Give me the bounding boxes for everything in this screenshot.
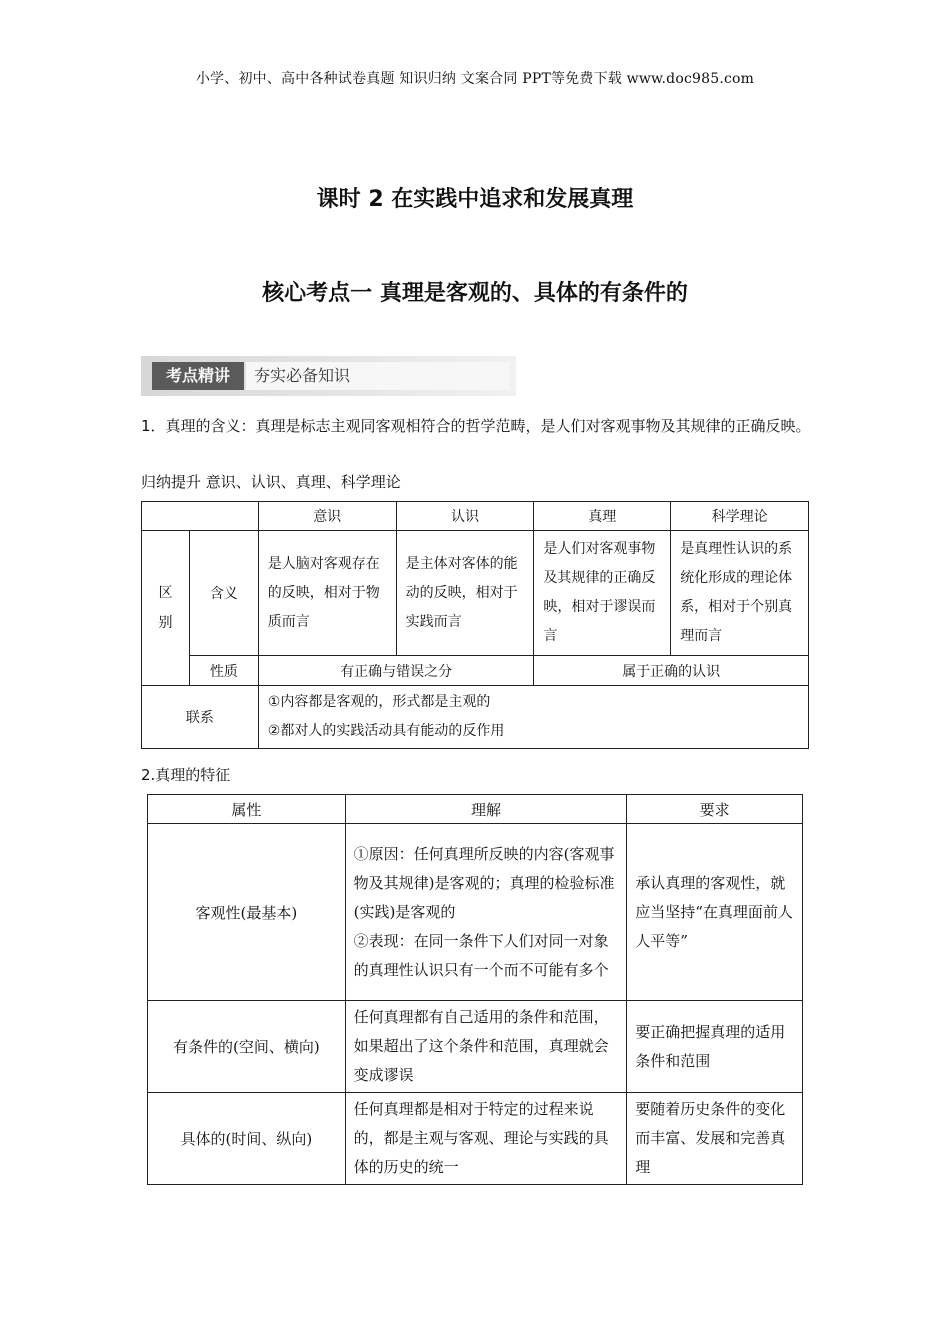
section-title: 核心考点一 真理是客观的、具体的有条件的 — [262, 281, 688, 306]
diff-label — [142, 531, 190, 686]
definition-text: 真理是标志主观同客观相符合的哲学范畴，是人们对客观事物及其规律的正确反映。 — [255, 417, 811, 435]
section-banner — [141, 356, 516, 396]
table-header: 科学理论 — [671, 502, 809, 531]
nature-label: 性质 — [189, 656, 258, 686]
table-header: 真理 — [534, 502, 671, 531]
page-header: 小学、初中、高中各种试卷真题 知识归纳 文案合同 PPT等免费下载 www.doc985.com — [195, 71, 755, 87]
section2-title: 2.真理的特征 — [141, 766, 231, 784]
understanding-line: ①原因：任何真理所反映的内容(客观事物及其规律)是客观的；真理的检验标准(实践)是客观的 — [353, 844, 615, 921]
understanding-cell — [345, 824, 627, 1001]
table-cell: 是人脑对客观存在的反映，相对于物质而言 — [258, 531, 396, 656]
table-header: 认识 — [396, 502, 534, 531]
table-header: 要求 — [627, 795, 803, 824]
table-header: 属性 — [148, 795, 346, 824]
table-row — [148, 1093, 803, 1185]
link-line: ①内容都是客观的，形式都是主观的 — [267, 694, 491, 710]
link-cell — [258, 686, 808, 749]
table-cell: 属于正确的认识 — [534, 656, 809, 686]
requirement-cell: 要正确把握真理的适用条件和范围 — [627, 1001, 803, 1093]
understanding-line: ②表现：在同一条件下人们对同一对象的真理性认识只有一个而不可能有多个 — [353, 931, 609, 979]
understanding-cell — [345, 1001, 627, 1093]
table-header: 理解 — [345, 795, 627, 824]
meaning-label: 含义 — [189, 531, 258, 656]
understanding-line: 任何真理都是相对于特定的过程来说的，都是主观与客观、理论与实践的具体的历史的统一 — [353, 1100, 609, 1176]
table-header: 意识 — [258, 502, 396, 531]
summary-title: 归纳提升 意识、认识、真理、科学理论 — [141, 473, 401, 491]
lesson-title: 课时 2 在实践中追求和发展真理 — [316, 187, 634, 212]
link-label: 联系 — [142, 686, 259, 749]
table-cell: 有正确与错误之分 — [258, 656, 534, 686]
comparison-table — [141, 501, 809, 749]
understanding-cell — [345, 1093, 627, 1185]
table-row — [148, 1001, 803, 1093]
table-cell: 是人们对客观事物及其规律的正确反映，相对于谬误而言 — [534, 531, 671, 656]
attr-cell: 具体的(时间、纵向) — [148, 1093, 346, 1185]
attr-cell: 客观性(最基本) — [148, 824, 346, 1001]
table-corner — [142, 502, 259, 531]
table-cell: 是真理性认识的系统化形成的理论体系，相对于个别真理而言 — [671, 531, 809, 656]
table-row — [148, 824, 803, 1001]
attr-cell: 有条件的(空间、横向) — [148, 1001, 346, 1093]
link-line: ②都对人的实践活动具有能动的反作用 — [267, 723, 505, 739]
definition-label: 1．真理的含义： — [141, 417, 256, 435]
truth-definition — [141, 412, 811, 440]
understanding-line: 任何真理都有自己适用的条件和范围，如果超出了这个条件和范围，真理就会变成谬误 — [353, 1008, 609, 1084]
diff-label-text: 区别 — [158, 585, 173, 631]
truth-features-table — [147, 794, 803, 1185]
banner-label: 夯实必备知识 — [246, 362, 510, 390]
requirement-cell: 要随着历史条件的变化而丰富、发展和完善真理 — [627, 1093, 803, 1185]
table-cell: 是主体对客体的能动的反映，相对于实践而言 — [396, 531, 534, 656]
requirement-cell: 承认真理的客观性，就应当坚持“在真理面前人人平等” — [627, 824, 803, 1001]
banner-tag: 考点精讲 — [152, 362, 244, 390]
